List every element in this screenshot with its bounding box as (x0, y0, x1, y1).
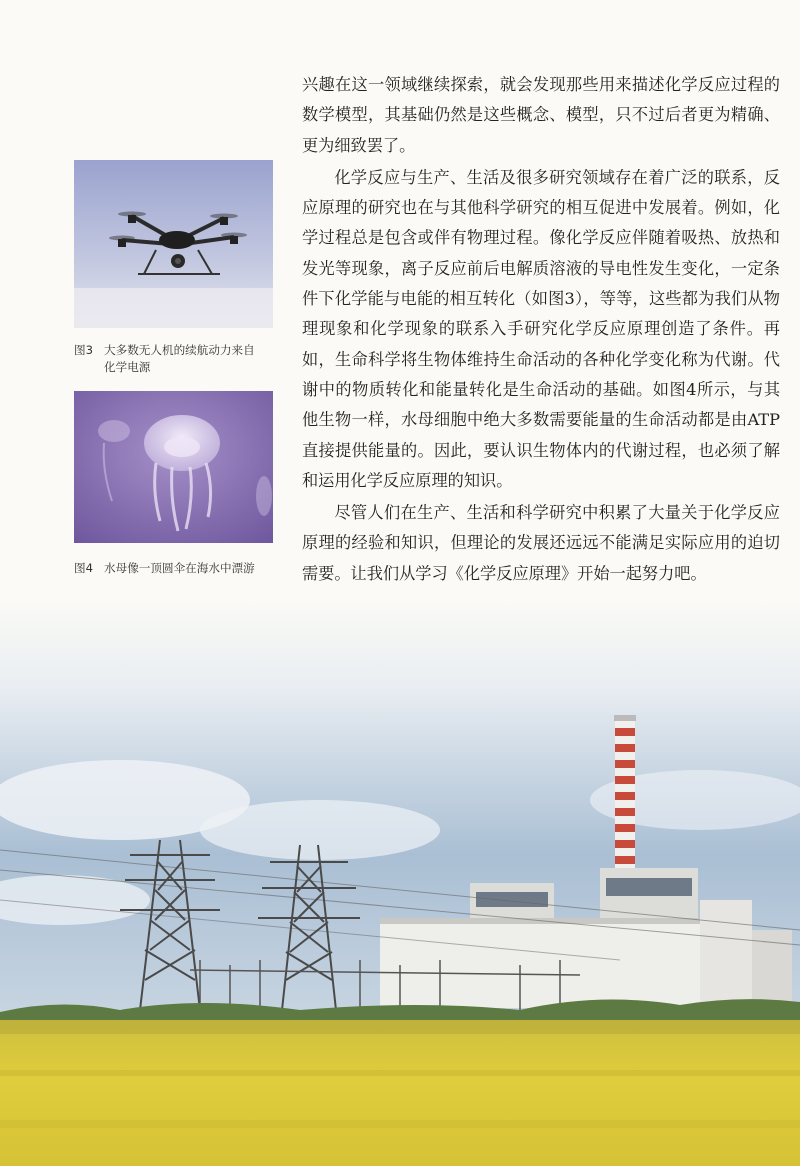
paragraph-2: 化学反应与生产、生活及很多研究领域存在着广泛的联系，反应原理的研究也在与其他科学研究的相互促进中发展着。例如，化学过程总是包含或伴有物理过程。像化学反应伴随着吸热、放热和发光等现象，离子反应前后电解质溶液的导电性发生变化，一定条件下化学能与电能的相互转化（如图3），等等，这些都为我们从物理现象和化学现象的联系入手研究化学反应原理创造了条件。再如，生命科学将生物体维持生命活动的各种化学变化称为代谢。代谢中的物质转化和能量转化是生命活动的基础。如图4所示，与其他生物一样，水母细胞中绝大多数需要能量的生命活动都是由ATP直接提供能量的。因此，要认识生物体内的代谢过程，也必须了解和运用化学反应原理的知识。 (302, 167, 780, 490)
figure-4-caption (74, 560, 289, 577)
paragraph-3: 尽管人们在生产、生活和科学研究中积累了大量关于化学反应原理的经验和知识，但理论的发展还远远不能满足实际应用的迫切需要。让我们从学习《化学反应原理》开始一起努力吧。 (302, 503, 780, 583)
main-text-column (302, 70, 780, 589)
figure-4-caption-text: 水母像一顶圆伞在海水中漂游 (104, 561, 255, 575)
figure-3-caption (74, 342, 289, 376)
figure-4-jellyfish-photo (74, 391, 273, 543)
figure-3-caption-line1: 大多数无人机的续航动力来自 (104, 343, 255, 357)
figure-4-number: 图4 (74, 561, 93, 575)
power-plant-field-illustration (0, 600, 800, 1166)
figure-3-caption-line2: 化学电源 (104, 360, 151, 374)
figure-3-number: 图3 (74, 343, 93, 357)
figure-3-drone-photo (74, 160, 273, 328)
paragraph-1: 兴趣在这一领域继续探索，就会发现那些用来描述化学反应过程的数学模型，其基础仍然是这些概念、模型，只不过后者更为精确、更为细致罢了。 (302, 75, 780, 155)
